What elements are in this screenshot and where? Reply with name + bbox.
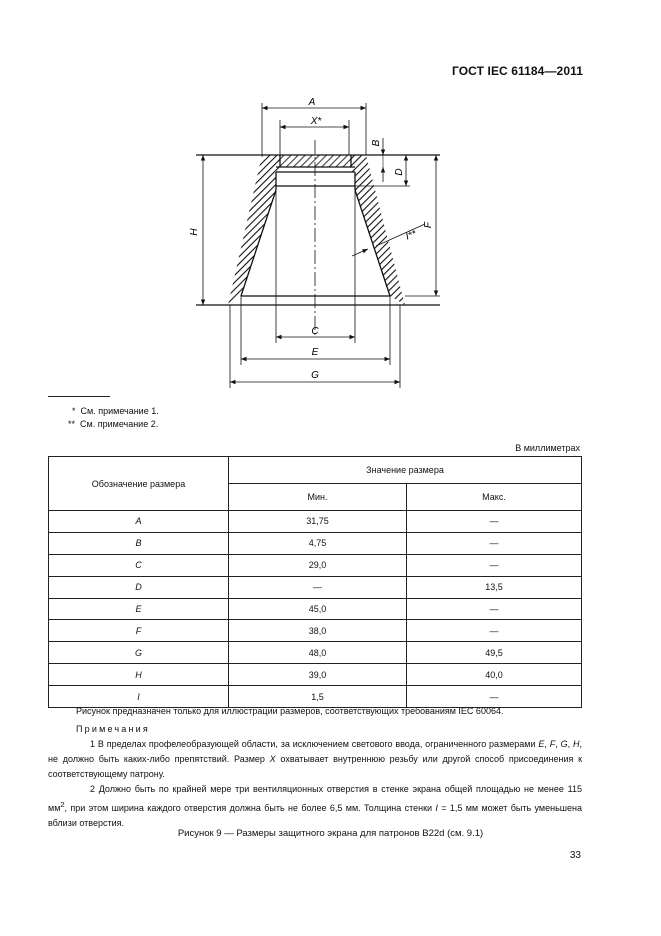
- thread-section: [276, 155, 351, 167]
- standard-header: ГОСТ IEC 61184—2011: [452, 64, 583, 78]
- page-number: 33: [569, 850, 581, 861]
- dim-label-d: D: [394, 168, 405, 176]
- table-row: F 38,0 —: [49, 620, 582, 642]
- dim-label-b: B: [371, 139, 382, 147]
- dim-label-i: I**: [404, 228, 418, 243]
- table-row: I 1,5 —: [49, 686, 582, 708]
- dim-label-f: F: [423, 221, 434, 229]
- col-max-header: Макс.: [407, 484, 582, 511]
- dimensions-table: [48, 456, 582, 708]
- figure-caption: Рисунок 9 — Размеры защитного экрана для патронов B22d (см. 9.1): [177, 828, 484, 839]
- units-label: В миллиметрах: [515, 443, 580, 453]
- notes-title: Примечания: [76, 724, 150, 734]
- table-row: B 4,75 —: [49, 532, 582, 554]
- footnote-1: * См. примечание 1.: [72, 406, 159, 416]
- left-wall-section: [228, 155, 280, 305]
- right-wall-section: [349, 155, 405, 305]
- table-row: E 45,0 —: [49, 598, 582, 620]
- col-value-header: Значение размера: [229, 457, 582, 484]
- col-min-header: Мин.: [229, 484, 407, 511]
- dim-label-g: G: [311, 370, 319, 381]
- dim-label-a: A: [308, 97, 316, 108]
- footnote-2: ** См. примечание 2.: [68, 419, 159, 429]
- illustration-note: Рисунок предназначен только для иллюстрации размеров, соответствующих требованиям IEC 60064.: [76, 706, 504, 716]
- dim-label-e: E: [311, 347, 319, 358]
- footnote-rule: [48, 396, 110, 397]
- dim-label-x: X*: [310, 116, 322, 127]
- shield-dimension-drawing: [0, 0, 661, 400]
- table-row: G 48,0 49,5: [49, 642, 582, 664]
- dim-label-c: C: [311, 326, 319, 337]
- table-row: D — 13,5: [49, 576, 582, 598]
- notes-section: [48, 722, 583, 831]
- footnotes: [68, 405, 159, 431]
- col-designation-header: Обозначение размера: [49, 457, 229, 511]
- table-row: A 31,75 —: [49, 511, 582, 533]
- note-2: 2 Должно быть по крайней мере три вентиляционных отверстия в стенке экрана общей площадью не менее 115 $мм^2$, при этом ширина каждого отверстия должна быть не более 6,5 мм. Толщина стенки I = 1,5 мм может быть уменьшена вблизи отверстия.: [48, 784, 582, 828]
- table-row: C 29,0 —: [49, 554, 582, 576]
- note-1: 1 В пределах профелеобразующей области, за исключением светового ввода, ограниченного размерами E, F, G, H, не должно быть каких-либо препятствий. Размер X охватывает внутреннюю резьбу или другой способ присоединения к соответствующему патрону.: [48, 739, 583, 779]
- dim-label-h: H: [189, 228, 200, 236]
- table-row: H 39,0 40,0: [49, 664, 582, 686]
